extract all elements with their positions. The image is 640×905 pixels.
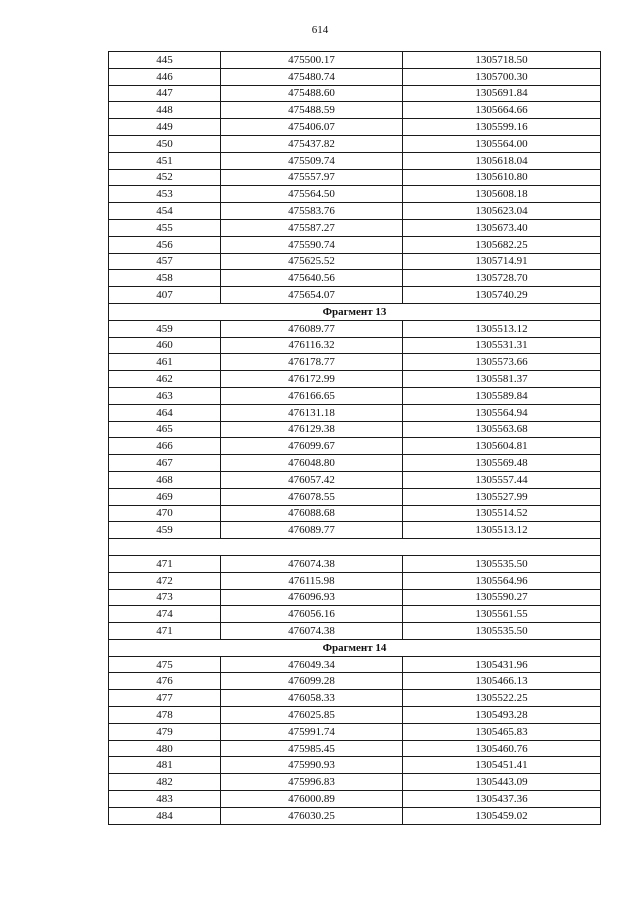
- x-coordinate-cell: 476074.38: [221, 555, 403, 572]
- point-number-cell: 480: [109, 740, 221, 757]
- x-coordinate-cell: 475557.97: [221, 169, 403, 186]
- y-coordinate-cell: 1305466.13: [403, 673, 601, 690]
- table-row: [109, 320, 601, 337]
- table-row: [109, 606, 601, 623]
- y-coordinate-cell: 1305573.66: [403, 354, 601, 371]
- table-row: [109, 707, 601, 724]
- y-coordinate-cell: 1305451.41: [403, 757, 601, 774]
- y-coordinate-cell: 1305557.44: [403, 471, 601, 488]
- point-number-cell: 483: [109, 791, 221, 808]
- x-coordinate-cell: 476172.99: [221, 371, 403, 388]
- table-row: [109, 791, 601, 808]
- y-coordinate-cell: 1305535.50: [403, 555, 601, 572]
- x-coordinate-cell: 475991.74: [221, 723, 403, 740]
- y-coordinate-cell: 1305700.30: [403, 68, 601, 85]
- x-coordinate-cell: 476025.85: [221, 707, 403, 724]
- x-coordinate-cell: 476115.98: [221, 572, 403, 589]
- x-coordinate-cell: 476166.65: [221, 387, 403, 404]
- point-number-cell: 473: [109, 589, 221, 606]
- table-row: [109, 219, 601, 236]
- table-row: [109, 236, 601, 253]
- y-coordinate-cell: 1305718.50: [403, 52, 601, 69]
- table-row: [109, 68, 601, 85]
- x-coordinate-cell: 476048.80: [221, 455, 403, 472]
- point-number-cell: 470: [109, 505, 221, 522]
- point-number-cell: 482: [109, 774, 221, 791]
- table-row: [109, 354, 601, 371]
- x-coordinate-cell: 475640.56: [221, 270, 403, 287]
- point-number-cell: 472: [109, 572, 221, 589]
- table-row: [109, 488, 601, 505]
- table-row: [109, 421, 601, 438]
- y-coordinate-cell: 1305610.80: [403, 169, 601, 186]
- point-number-cell: 481: [109, 757, 221, 774]
- point-number-cell: 453: [109, 186, 221, 203]
- table-row: [109, 186, 601, 203]
- y-coordinate-cell: 1305590.27: [403, 589, 601, 606]
- y-coordinate-cell: 1305513.12: [403, 320, 601, 337]
- x-coordinate-cell: 476096.93: [221, 589, 403, 606]
- y-coordinate-cell: 1305459.02: [403, 807, 601, 824]
- x-coordinate-cell: 476057.42: [221, 471, 403, 488]
- table-row: [109, 52, 601, 69]
- point-number-cell: 456: [109, 236, 221, 253]
- x-coordinate-cell: 476074.38: [221, 623, 403, 640]
- point-number-cell: 484: [109, 807, 221, 824]
- y-coordinate-cell: 1305531.31: [403, 337, 601, 354]
- y-coordinate-cell: 1305460.76: [403, 740, 601, 757]
- table-row: [109, 471, 601, 488]
- table-row: [109, 371, 601, 388]
- point-number-cell: 468: [109, 471, 221, 488]
- section-header-row: [109, 303, 601, 320]
- x-coordinate-cell: 476116.32: [221, 337, 403, 354]
- point-number-cell: 462: [109, 371, 221, 388]
- y-coordinate-cell: 1305465.83: [403, 723, 601, 740]
- point-number-cell: 460: [109, 337, 221, 354]
- x-coordinate-cell: 475500.17: [221, 52, 403, 69]
- table-row: [109, 404, 601, 421]
- point-number-cell: 455: [109, 219, 221, 236]
- y-coordinate-cell: 1305443.09: [403, 774, 601, 791]
- point-number-cell: 447: [109, 85, 221, 102]
- x-coordinate-cell: 475990.93: [221, 757, 403, 774]
- point-number-cell: 452: [109, 169, 221, 186]
- point-number-cell: 469: [109, 488, 221, 505]
- point-number-cell: 474: [109, 606, 221, 623]
- y-coordinate-cell: 1305682.25: [403, 236, 601, 253]
- x-coordinate-cell: 476058.33: [221, 690, 403, 707]
- y-coordinate-cell: 1305581.37: [403, 371, 601, 388]
- y-coordinate-cell: 1305493.28: [403, 707, 601, 724]
- point-number-cell: 461: [109, 354, 221, 371]
- y-coordinate-cell: 1305437.36: [403, 791, 601, 808]
- table-row: [109, 656, 601, 673]
- x-coordinate-cell: 476099.28: [221, 673, 403, 690]
- table-row: [109, 589, 601, 606]
- y-coordinate-cell: 1305728.70: [403, 270, 601, 287]
- point-number-cell: 478: [109, 707, 221, 724]
- y-coordinate-cell: 1305564.94: [403, 404, 601, 421]
- x-coordinate-cell: 475488.60: [221, 85, 403, 102]
- x-coordinate-cell: 475509.74: [221, 152, 403, 169]
- y-coordinate-cell: 1305527.99: [403, 488, 601, 505]
- y-coordinate-cell: 1305431.96: [403, 656, 601, 673]
- x-coordinate-cell: 476178.77: [221, 354, 403, 371]
- x-coordinate-cell: 476030.25: [221, 807, 403, 824]
- y-coordinate-cell: 1305522.25: [403, 690, 601, 707]
- table-row: [109, 673, 601, 690]
- point-number-cell: 471: [109, 623, 221, 640]
- section-header-row: [109, 639, 601, 656]
- point-number-cell: 464: [109, 404, 221, 421]
- y-coordinate-cell: 1305563.68: [403, 421, 601, 438]
- x-coordinate-cell: 476129.38: [221, 421, 403, 438]
- point-number-cell: 407: [109, 287, 221, 304]
- table-row: [109, 757, 601, 774]
- table-row: [109, 287, 601, 304]
- point-number-cell: 459: [109, 320, 221, 337]
- y-coordinate-cell: 1305564.96: [403, 572, 601, 589]
- coordinates-table-body: [109, 52, 601, 825]
- x-coordinate-cell: 475480.74: [221, 68, 403, 85]
- table-row: [109, 522, 601, 539]
- table-row: [109, 270, 601, 287]
- y-coordinate-cell: 1305608.18: [403, 186, 601, 203]
- table-row: [109, 807, 601, 824]
- table-row: [109, 740, 601, 757]
- table-row: [109, 505, 601, 522]
- point-number-cell: 454: [109, 203, 221, 220]
- x-coordinate-cell: 476056.16: [221, 606, 403, 623]
- y-coordinate-cell: 1305664.66: [403, 102, 601, 119]
- y-coordinate-cell: 1305514.52: [403, 505, 601, 522]
- x-coordinate-cell: 476000.89: [221, 791, 403, 808]
- y-coordinate-cell: 1305623.04: [403, 203, 601, 220]
- x-coordinate-cell: 475625.52: [221, 253, 403, 270]
- point-number-cell: 445: [109, 52, 221, 69]
- table-row: [109, 119, 601, 136]
- x-coordinate-cell: 476088.68: [221, 505, 403, 522]
- point-number-cell: 446: [109, 68, 221, 85]
- table-row: [109, 253, 601, 270]
- x-coordinate-cell: 475996.83: [221, 774, 403, 791]
- x-coordinate-cell: 476089.77: [221, 522, 403, 539]
- x-coordinate-cell: 475488.59: [221, 102, 403, 119]
- table-row: [109, 387, 601, 404]
- x-coordinate-cell: 475654.07: [221, 287, 403, 304]
- table-row: [109, 169, 601, 186]
- point-number-cell: 458: [109, 270, 221, 287]
- point-number-cell: 465: [109, 421, 221, 438]
- y-coordinate-cell: 1305691.84: [403, 85, 601, 102]
- x-coordinate-cell: 475587.27: [221, 219, 403, 236]
- point-number-cell: 463: [109, 387, 221, 404]
- point-number-cell: 467: [109, 455, 221, 472]
- point-number-cell: 471: [109, 555, 221, 572]
- table-row: [109, 152, 601, 169]
- table-row: [109, 337, 601, 354]
- table-row: [109, 555, 601, 572]
- table-row: [109, 85, 601, 102]
- y-coordinate-cell: 1305618.04: [403, 152, 601, 169]
- y-coordinate-cell: 1305604.81: [403, 438, 601, 455]
- point-number-cell: 451: [109, 152, 221, 169]
- table-row: [109, 690, 601, 707]
- y-coordinate-cell: 1305673.40: [403, 219, 601, 236]
- table-row: [109, 203, 601, 220]
- x-coordinate-cell: 475590.74: [221, 236, 403, 253]
- point-number-cell: 475: [109, 656, 221, 673]
- table-row: [109, 102, 601, 119]
- x-coordinate-cell: 476099.67: [221, 438, 403, 455]
- table-row: [109, 723, 601, 740]
- point-number-cell: 457: [109, 253, 221, 270]
- table-row: [109, 623, 601, 640]
- point-number-cell: 477: [109, 690, 221, 707]
- y-coordinate-cell: 1305561.55: [403, 606, 601, 623]
- y-coordinate-cell: 1305740.29: [403, 287, 601, 304]
- table-row: [109, 135, 601, 152]
- x-coordinate-cell: 475583.76: [221, 203, 403, 220]
- table-row: [109, 438, 601, 455]
- point-number-cell: 450: [109, 135, 221, 152]
- page-number: 614: [311, 24, 329, 36]
- y-coordinate-cell: 1305599.16: [403, 119, 601, 136]
- y-coordinate-cell: 1305714.91: [403, 253, 601, 270]
- coordinates-table: [108, 51, 601, 825]
- blank-separator-row: [109, 539, 601, 556]
- table-row: [109, 572, 601, 589]
- y-coordinate-cell: 1305564.00: [403, 135, 601, 152]
- y-coordinate-cell: 1305535.50: [403, 623, 601, 640]
- x-coordinate-cell: 475564.50: [221, 186, 403, 203]
- point-number-cell: 459: [109, 522, 221, 539]
- point-number-cell: 466: [109, 438, 221, 455]
- x-coordinate-cell: 476089.77: [221, 320, 403, 337]
- point-number-cell: 449: [109, 119, 221, 136]
- section-title: Фрагмент 13: [109, 303, 601, 320]
- point-number-cell: 448: [109, 102, 221, 119]
- x-coordinate-cell: 475985.45: [221, 740, 403, 757]
- blank-separator-cell: [109, 539, 601, 556]
- table-row: [109, 774, 601, 791]
- y-coordinate-cell: 1305569.48: [403, 455, 601, 472]
- x-coordinate-cell: 476078.55: [221, 488, 403, 505]
- y-coordinate-cell: 1305513.12: [403, 522, 601, 539]
- table-row: [109, 455, 601, 472]
- section-title: Фрагмент 14: [109, 639, 601, 656]
- y-coordinate-cell: 1305589.84: [403, 387, 601, 404]
- x-coordinate-cell: 475406.07: [221, 119, 403, 136]
- point-number-cell: 479: [109, 723, 221, 740]
- x-coordinate-cell: 476049.34: [221, 656, 403, 673]
- x-coordinate-cell: 476131.18: [221, 404, 403, 421]
- point-number-cell: 476: [109, 673, 221, 690]
- x-coordinate-cell: 475437.82: [221, 135, 403, 152]
